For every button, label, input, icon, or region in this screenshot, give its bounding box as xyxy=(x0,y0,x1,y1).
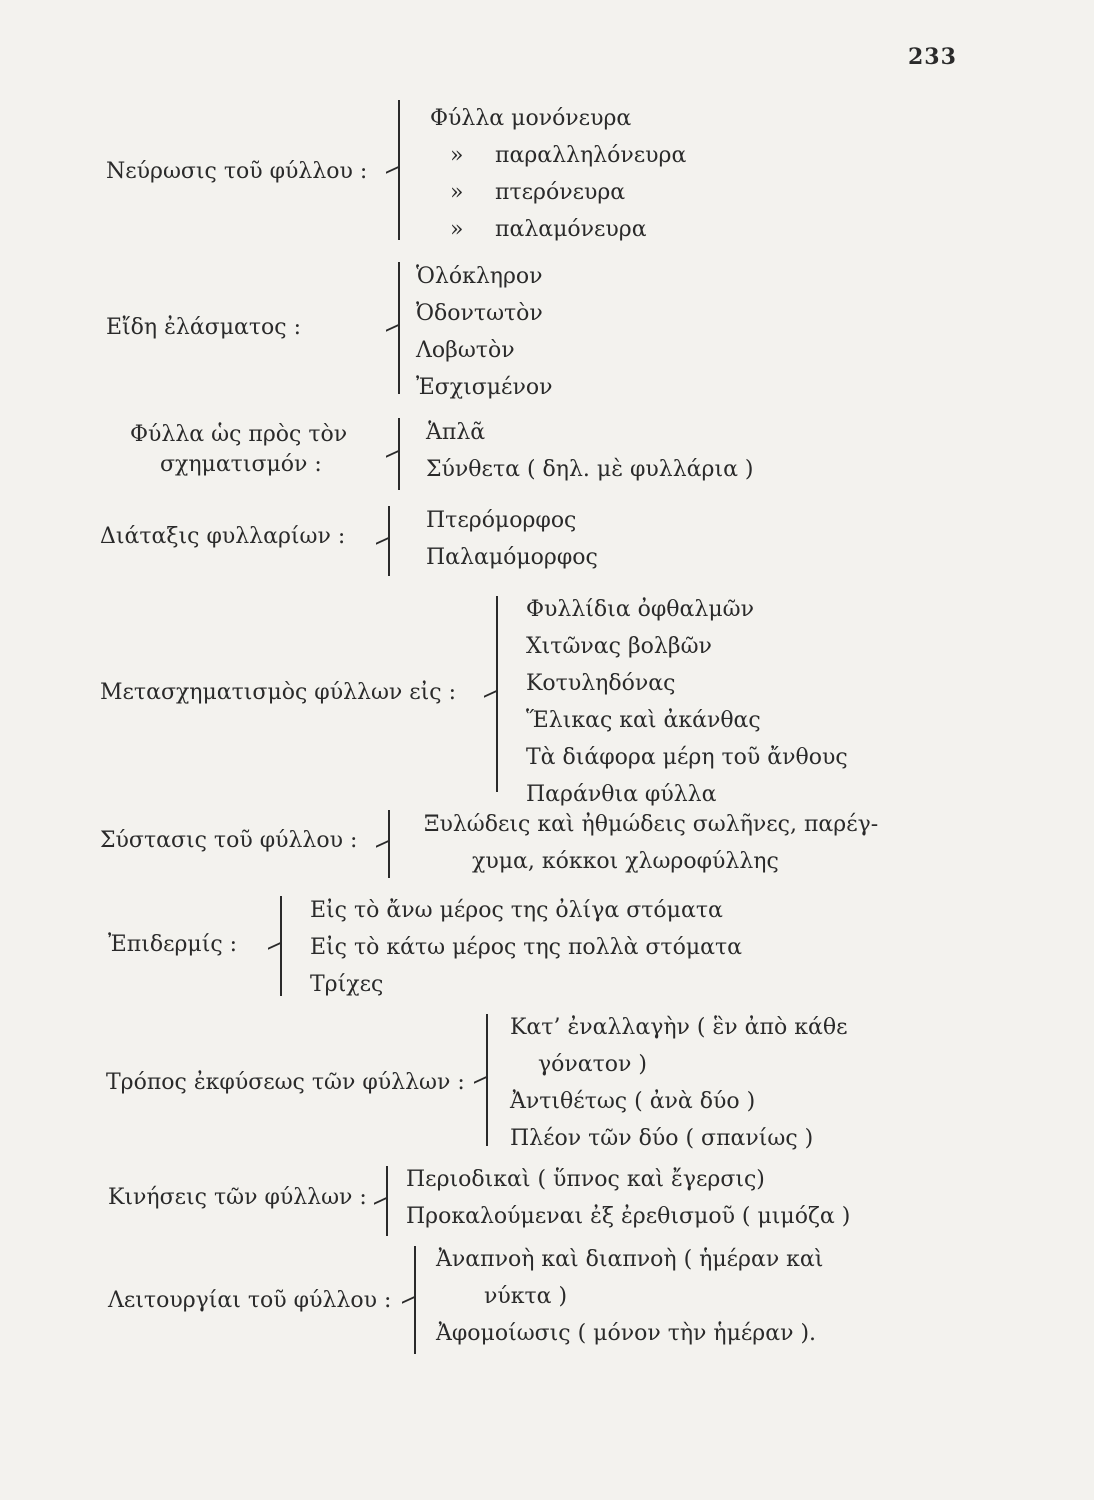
list-item xyxy=(436,1241,823,1278)
list-item-text: Εἰς τὸ ἄνω μέρος της ὀλίγα στόματα xyxy=(310,898,723,923)
list-item-text: χυμα, κόκκοι χλωροφύλλης xyxy=(472,849,779,874)
list-item-text: πτερόνευρα xyxy=(495,180,626,205)
list-item xyxy=(526,628,848,665)
list-item-text: Πλέον τῶν δύο ( σπανίως ) xyxy=(510,1126,814,1151)
list-item xyxy=(510,1120,847,1157)
group-label xyxy=(100,826,357,856)
list-item xyxy=(430,100,686,137)
list-item-text: Φύλλα μονόνευρα xyxy=(430,106,632,131)
list-item-text: Λοβωτὸν xyxy=(416,338,515,363)
group-items xyxy=(426,414,754,488)
list-item xyxy=(416,332,552,369)
list-item-text: Παράνθια φύλλα xyxy=(526,782,717,807)
group-label-line: Σύστασις τοῦ φύλλου : xyxy=(100,828,358,853)
group-items xyxy=(430,100,686,248)
ditto-mark: » xyxy=(450,180,464,205)
list-item-text: Κοτυληδόνας xyxy=(526,671,676,696)
group-label xyxy=(106,1068,465,1098)
group-label xyxy=(108,1286,391,1316)
list-item xyxy=(510,1046,847,1083)
list-item xyxy=(526,702,848,739)
list-item xyxy=(426,502,598,539)
list-item xyxy=(424,806,878,843)
group-label xyxy=(100,522,345,552)
group-label-line: Τρόπος ἐκφύσεως τῶν φύλλων : xyxy=(106,1070,465,1095)
list-item-text: Ἁπλᾶ xyxy=(426,420,486,445)
list-item-text: Ξυλώδεις καὶ ἠθμώδεις σωλῆνες, παρέγ- xyxy=(424,812,879,837)
group-label-line: Κινήσεις τῶν φύλλων : xyxy=(108,1185,367,1210)
list-item xyxy=(426,451,754,488)
group-label xyxy=(108,930,237,960)
list-item xyxy=(310,892,742,929)
list-item xyxy=(436,1315,823,1352)
list-item xyxy=(430,211,686,248)
group-label-line: Ἐπιδερμίς : xyxy=(108,932,238,957)
list-item-text: Ὀδοντωτὸν xyxy=(416,301,543,326)
ditto-mark: » xyxy=(450,143,464,168)
group-label-line: Εἴδη ἐλάσματος : xyxy=(106,315,302,340)
list-item-text: Ὁλόκληρον xyxy=(416,264,543,289)
list-item-text: Προκαλούμεναι ἐξ ἐρεθισμοῦ ( μιμόζα ) xyxy=(406,1204,851,1229)
list-item xyxy=(526,665,848,702)
list-item xyxy=(424,843,878,880)
group-label xyxy=(106,313,301,343)
list-item-text: Τὰ διάφορα μέρη τοῦ ἄνθους xyxy=(526,745,848,770)
list-item-text: Φυλλίδια ὀφθαλμῶν xyxy=(526,597,754,622)
group-label-line: Φύλλα ὡς πρὸς τὸν xyxy=(130,422,348,447)
group-items xyxy=(424,806,878,880)
curly-brace xyxy=(398,418,412,490)
ditto-mark: » xyxy=(450,217,464,242)
list-item xyxy=(406,1161,850,1198)
group-label xyxy=(100,678,456,708)
curly-brace xyxy=(496,596,510,792)
list-item xyxy=(430,174,686,211)
list-item-text: Ἐσχισμένον xyxy=(416,375,553,400)
list-item xyxy=(526,591,848,628)
curly-brace xyxy=(398,100,412,240)
list-item xyxy=(526,739,848,776)
list-item-text: Χιτῶνας βολβῶν xyxy=(526,634,712,659)
list-item-text: νύκτα ) xyxy=(484,1284,568,1309)
list-item-text: Ἀφομοίωσις ( μόνον τὴν ἡμέραν ). xyxy=(436,1321,817,1346)
curly-brace xyxy=(388,506,402,576)
curly-brace xyxy=(486,1014,500,1146)
group-label xyxy=(130,420,347,480)
list-item xyxy=(406,1198,850,1235)
page-number: 233 xyxy=(908,44,957,70)
list-item xyxy=(310,966,742,1003)
list-item-text: παλαμόνευρα xyxy=(495,217,647,242)
curly-brace xyxy=(414,1246,428,1354)
list-item-text: Παλαμόμορφος xyxy=(426,545,598,570)
group-items xyxy=(310,892,742,1003)
list-item xyxy=(510,1083,847,1120)
list-item-text: παραλληλόνευρα xyxy=(495,143,687,168)
list-item-text: Πτερόμορφος xyxy=(426,508,577,533)
list-item xyxy=(436,1278,823,1315)
group-label xyxy=(106,157,367,187)
curly-brace xyxy=(386,1166,400,1236)
curly-brace xyxy=(280,896,294,996)
curly-brace xyxy=(398,262,412,394)
group-label-line: Νεύρωσις τοῦ φύλλου : xyxy=(106,159,368,184)
group-label-line: Διάταξις φυλλαρίων : xyxy=(100,524,346,549)
list-item-text: γόνατον ) xyxy=(538,1052,647,1077)
list-item xyxy=(510,1009,847,1046)
group-items xyxy=(526,591,848,813)
list-item-text: Τρίχες xyxy=(310,972,384,997)
list-item xyxy=(416,369,552,406)
list-item xyxy=(426,539,598,576)
list-item xyxy=(426,414,754,451)
list-item-text: Κατ’ ἐναλλαγὴν ( ἓν ἀπὸ κάθε xyxy=(510,1015,848,1040)
group-items xyxy=(406,1161,850,1235)
list-item xyxy=(430,137,686,174)
group-label-line: σχηματισμόν : xyxy=(160,452,322,477)
curly-brace xyxy=(388,810,402,878)
list-item-text: Περιοδικαὶ ( ὕπνος καὶ ἔγερσις) xyxy=(406,1167,765,1192)
group-label-line: Λειτουργίαι τοῦ φύλλου : xyxy=(108,1288,392,1313)
group-items xyxy=(510,1009,847,1157)
list-item-text: Ἕλικας καὶ ἀκάνθας xyxy=(526,708,761,733)
group-label-line: Μετασχηματισμὸς φύλλων εἰς : xyxy=(100,680,457,705)
list-item-text: Σύνθετα ( δηλ. μὲ φυλλάρια ) xyxy=(426,457,754,482)
list-item-text: Εἰς τὸ κάτω μέρος της πολλὰ στόματα xyxy=(310,935,743,960)
group-items xyxy=(426,502,598,576)
group-label xyxy=(108,1183,367,1213)
list-item xyxy=(416,295,552,332)
group-items xyxy=(436,1241,823,1352)
list-item xyxy=(310,929,742,966)
list-item-text: Ἀντιθέτως ( ἀνὰ δύο ) xyxy=(510,1089,756,1114)
list-item-text: Ἀναπνοὴ καὶ διαπνοὴ ( ἡμέραν καὶ xyxy=(436,1247,824,1272)
list-item xyxy=(416,258,552,295)
group-items xyxy=(416,258,552,406)
